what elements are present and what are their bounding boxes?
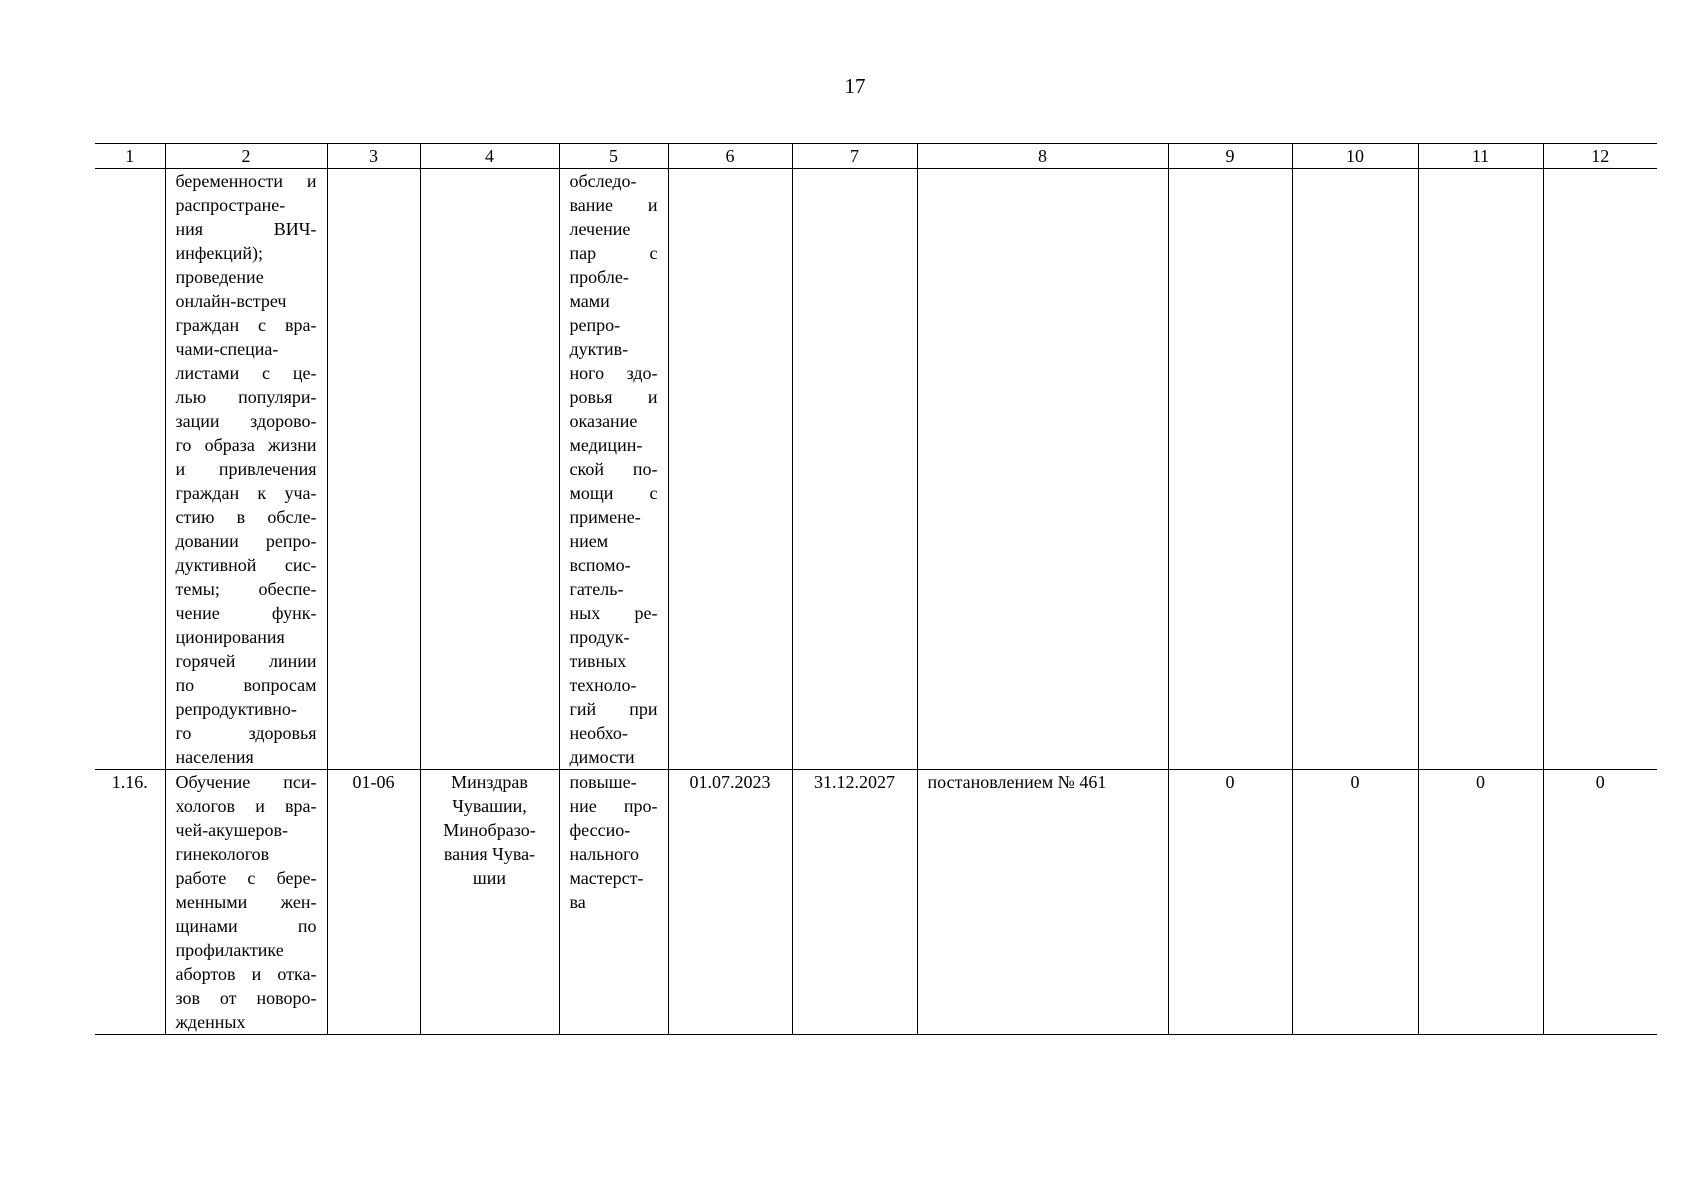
cell-text-line: нием [569, 531, 609, 551]
cell-text-line: фессио- [569, 820, 631, 840]
cell-text-line: пробле- [569, 267, 629, 287]
start-date-cell [668, 169, 792, 770]
cell-text-line: листами с це- [175, 363, 317, 383]
cell-text-line: ных ре- [569, 603, 658, 623]
cell-text-line: го здоровья [175, 723, 317, 743]
result-cell [559, 169, 668, 770]
executor-cell [420, 169, 559, 770]
cell-text-line: стию в обсле- [175, 507, 317, 527]
column-header: 8 [917, 144, 1168, 169]
cell-text-line: гинекологов [175, 844, 270, 864]
cell-text-line: зов от новоро- [175, 988, 317, 1008]
end-date-cell: 31.12.2027 [792, 770, 917, 1035]
column-header: 2 [165, 144, 327, 169]
cell-text-line: онлайн-встреч [175, 291, 287, 311]
value-cell: 0 [1543, 770, 1657, 1035]
code-cell [327, 169, 420, 770]
cell-text-line: ва [569, 892, 586, 912]
cell-text-line: репродуктивно- [175, 699, 297, 719]
cell-text-line: населения [175, 747, 254, 767]
cell-text-line: граждан к уча- [175, 483, 317, 503]
cell-text-line: ской по- [569, 459, 658, 479]
cell-text-line: и привлечения [175, 459, 317, 479]
cell-text-line: обследо- [569, 171, 637, 191]
measure-description-cell [165, 169, 327, 770]
cell-text-line: вспомо- [569, 555, 631, 575]
cell-text-line: мощи с [569, 483, 658, 503]
cell-text-line: пар с [569, 243, 658, 263]
document-cell [917, 169, 1168, 770]
value-cell: 0 [1292, 770, 1418, 1035]
cell-text-line: распростране- [175, 195, 286, 215]
cell-text-line: продук- [569, 627, 630, 647]
column-header: 10 [1292, 144, 1418, 169]
cell-text-line: гатель- [569, 579, 624, 599]
cell-text-line: необхо- [569, 723, 628, 743]
executor-cell [420, 770, 559, 1035]
cell-text-line: граждан с вра- [175, 315, 317, 335]
cell-text-line: Чувашии, [452, 796, 527, 816]
cell-text-line: работе с бере- [175, 868, 317, 888]
start-date-cell: 01.07.2023 [668, 770, 792, 1035]
cell-text-line: дуктивной сис- [175, 555, 317, 575]
cell-text-line: ровья и [569, 387, 658, 407]
cell-text-line: чами-специа- [175, 339, 279, 359]
cell-text-line: го образа жизни [175, 435, 317, 455]
table-row [95, 169, 1657, 770]
value-cell: 0 [1168, 770, 1292, 1035]
cell-text-line: менными жен- [175, 892, 317, 912]
cell-text-line: жденных [175, 1012, 246, 1032]
column-header: 11 [1418, 144, 1543, 169]
end-date-cell [792, 169, 917, 770]
cell-text-line: хологов и вра- [175, 796, 317, 816]
column-header: 12 [1543, 144, 1657, 169]
cell-text-line: дуктив- [569, 339, 629, 359]
measure-description-cell [165, 770, 327, 1035]
cell-text-line: вание и [569, 195, 658, 215]
column-header: 5 [559, 144, 668, 169]
cell-text-line: Минобразо- [443, 820, 536, 840]
cell-text-line: ние про- [569, 796, 658, 816]
value-cell [1418, 169, 1543, 770]
cell-text-line: мами [569, 291, 610, 311]
value-cell [1168, 169, 1292, 770]
cell-text-line: репро- [569, 315, 621, 335]
column-header: 3 [327, 144, 420, 169]
row-number-cell [95, 169, 165, 770]
value-cell: 0 [1418, 770, 1543, 1035]
column-header: 9 [1168, 144, 1292, 169]
cell-text-line: беременности и [175, 171, 317, 191]
cell-text-line: по вопросам [175, 675, 317, 695]
cell-text-line: примене- [569, 507, 641, 527]
cell-text-line: лью популяри- [175, 387, 317, 407]
cell-text-line: темы; обеспе- [175, 579, 317, 599]
row-number-cell: 1.16. [95, 770, 165, 1035]
cell-text-line: профилактике [175, 940, 284, 960]
cell-text-line: довании репро- [175, 531, 317, 551]
column-header: 4 [420, 144, 559, 169]
program-table [95, 143, 1657, 1035]
cell-text-line: щинами по [175, 916, 317, 936]
cell-text-line: шии [472, 868, 507, 888]
cell-text-line: проведение [175, 267, 264, 287]
column-header: 1 [95, 144, 165, 169]
cell-text-line: ного здо- [569, 363, 658, 383]
table-row [95, 770, 1657, 1035]
cell-text-line: чей-акушеров- [175, 820, 288, 840]
cell-text-line: нального [569, 844, 640, 864]
value-cell [1543, 169, 1657, 770]
cell-text-line: гий при [569, 699, 658, 719]
cell-text-line: тивных [569, 651, 627, 671]
cell-text-line: вания Чува- [443, 844, 536, 864]
cell-text-line: техноло- [569, 675, 637, 695]
cell-text-line: лечение [569, 219, 631, 239]
column-header: 6 [668, 144, 792, 169]
column-header: 7 [792, 144, 917, 169]
cell-text-line: Минздрав [451, 772, 528, 792]
cell-text-line: мастерст- [569, 868, 644, 888]
value-cell [1292, 169, 1418, 770]
result-cell [559, 770, 668, 1035]
code-cell: 01-06 [327, 770, 420, 1035]
cell-text-line: зации здорово- [175, 411, 317, 431]
cell-text-line: димости [569, 747, 635, 767]
cell-text-line: Обучение пси- [175, 772, 317, 792]
cell-text-line: ционирования [175, 627, 285, 647]
cell-text-line: медицин- [569, 435, 643, 455]
cell-text-line: горячей линии [175, 651, 317, 671]
cell-text-line: ния ВИЧ- [175, 219, 317, 239]
cell-text-line: оказание [569, 411, 638, 431]
document-cell: постановлением № 461 [917, 770, 1168, 1035]
cell-text-line: инфекций); [175, 243, 264, 263]
cell-text-line: повыше- [569, 772, 637, 792]
column-number-row [95, 144, 1657, 169]
cell-text-line: чение функ- [175, 603, 317, 623]
page-number: 17 [844, 74, 866, 98]
cell-text-line: абортов и отка- [175, 964, 317, 984]
